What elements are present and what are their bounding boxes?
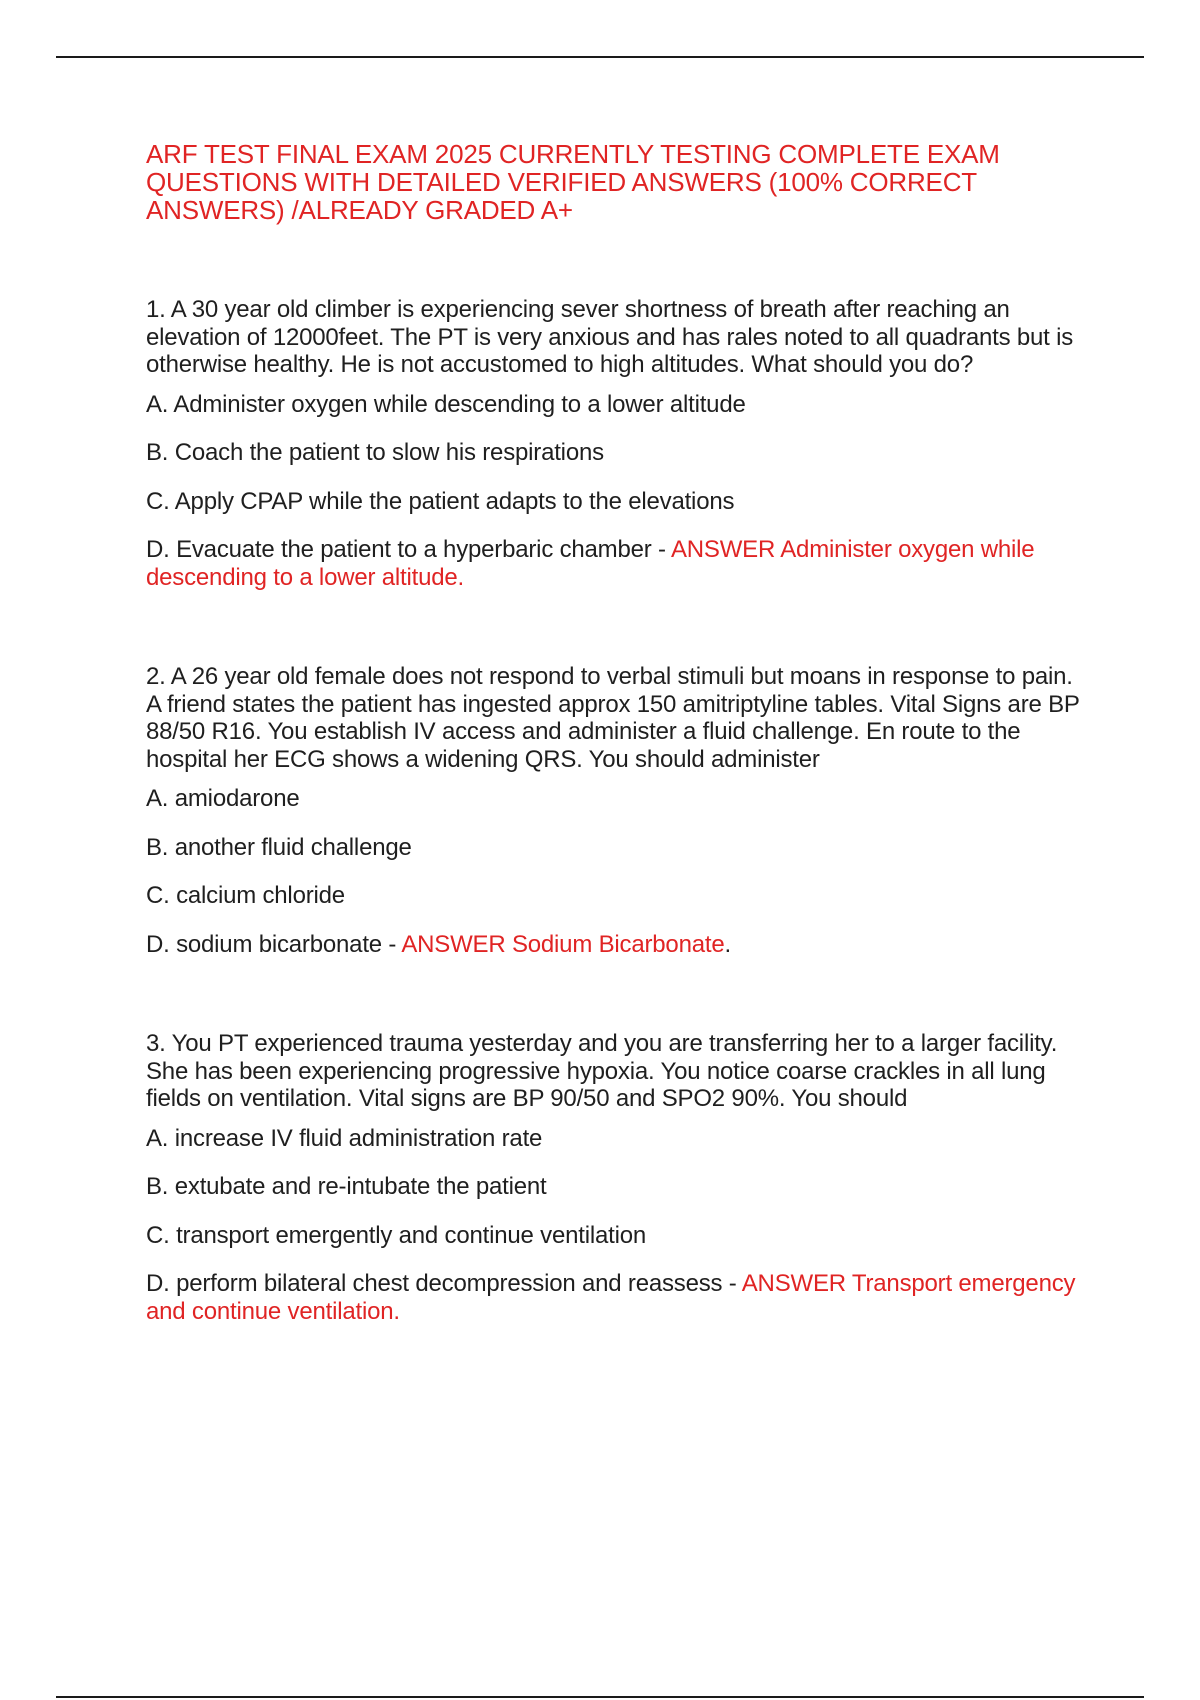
question-stem: 3. You PT experienced trauma yesterday and you are transferring her to a larger facility. She has been experiencing progressive hypoxia. You notice coarse crackles in all lung fields on ventilation. Vital signs are BP 90/50 and SPO2 90%. You should	[146, 1030, 1058, 1112]
answer-trailing: .	[724, 930, 731, 958]
option-d: D. Evacuate the patient to a hyperbaric chamber -	[146, 536, 671, 563]
document-content	[146, 140, 1086, 1397]
question-stem: 2. A 26 year old female does not respond to verbal stimuli but moans in response to pain. A friend states the patient has ingested approx 150 amitriptyline tables. Vital Signs are BP 88/50 R16. You establish IV access and administer a fluid challenge. En route to the hospital her ECG shows a widening QRS. You should administer	[146, 663, 1080, 773]
option-b: B. Coach the patient to slow his respirations	[146, 439, 604, 466]
question-3	[146, 1030, 1086, 1325]
option-c: C. Apply CPAP while the patient adapts to the elevations	[146, 487, 735, 515]
option-b: B. extubate and re-intubate the patient	[146, 1173, 547, 1200]
top-rule	[56, 56, 1144, 58]
option-d-with-answer	[146, 931, 1086, 959]
answer-text: ANSWER Sodium Bicarbonate	[401, 930, 725, 958]
option-c: C. transport emergently and continue ventilation	[146, 1221, 647, 1249]
question-1	[146, 296, 1086, 591]
option-d-with-answer	[146, 536, 1086, 591]
option-c: C. calcium chloride	[146, 882, 345, 909]
option-d: D. perform bilateral chest decompression and reassess -	[146, 1270, 742, 1297]
option-d: D. sodium bicarbonate -	[146, 930, 402, 958]
question-2	[146, 663, 1086, 958]
answer-text: ANSWER Administer oxygen while descending to a lower altitude.	[146, 536, 1035, 591]
document-title: ARF TEST FINAL EXAM 2025 CURRENTLY TESTING COMPLETE EXAM QUESTIONS WITH DETAILED VERIFIED ANSWERS (100% CORRECT ANSWERS) /ALREADY GRADED A+	[146, 139, 1000, 225]
bottom-rule	[56, 1696, 1144, 1698]
option-b: B. another fluid challenge	[146, 833, 412, 861]
question-stem: 1. A 30 year old climber is experiencing sever shortness of breath after reaching an elevation of 12000feet. The PT is very anxious and has rales noted to all quadrants but is otherwise healthy. He is not accustomed to high altitudes. What should you do?	[146, 296, 1074, 378]
option-a: A. amiodarone	[146, 785, 300, 812]
option-a: A. Administer oxygen while descending to a lower altitude	[146, 390, 746, 418]
option-a: A. increase IV fluid administration rate	[146, 1124, 543, 1152]
answer-text: ANSWER Transport emergency and continue ventilation.	[146, 1270, 1076, 1325]
option-d-with-answer	[146, 1270, 1086, 1325]
